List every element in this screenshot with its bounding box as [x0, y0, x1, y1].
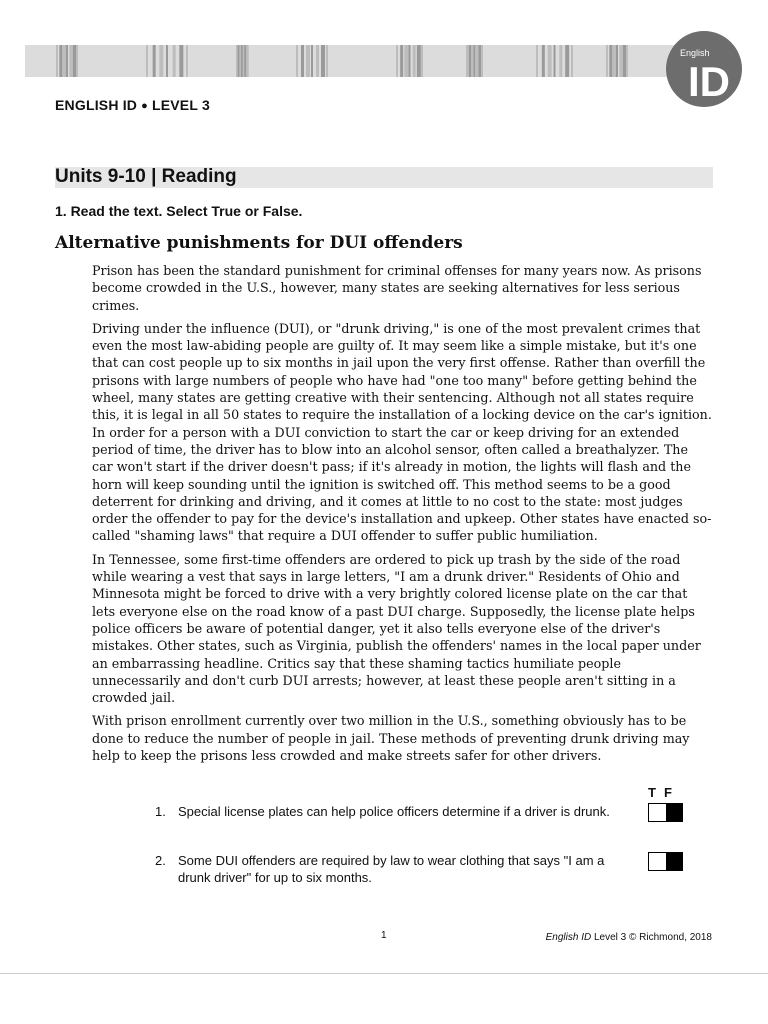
false-option[interactable] — [666, 853, 683, 870]
question-text: Some DUI offenders are required by law to wear clothing that says "I am a drunk driver" for up to six months. — [178, 853, 605, 885]
article-body — [92, 262, 712, 770]
logo-big-text: ID — [688, 58, 730, 105]
question-item — [155, 852, 635, 886]
paragraph: Prison has been the standard punishment for criminal offenses for many years now. As prisons become crowded in the U.S., however, many states are seeking alternatives for less serious crimes. — [92, 263, 702, 313]
logo-small-text: English — [680, 48, 710, 58]
question-number: 1. — [155, 804, 166, 819]
question-item — [155, 803, 635, 820]
footer-copyright: English ID Level 3 © Richmond, 2018 — [545, 932, 712, 943]
question-text: Special license plates can help police officers determine if a driver is drunk. — [178, 804, 610, 819]
true-false-header — [648, 785, 680, 800]
article-title: Alternative punishments for DUI offenders — [55, 233, 463, 253]
question-number: 2. — [155, 853, 166, 868]
true-false-selector[interactable] — [648, 852, 683, 871]
unit-title: Units 9-10 | Reading — [55, 166, 237, 187]
paragraph: With prison enrollment currently over two million in the U.S., something obviously has to be done to reduce the number of people in jail. These methods of preventing drunk driving may help to keep the prisons less crowded and make streets safer for other drivers. — [92, 713, 690, 764]
level-label: ENGLISH ID ● LEVEL 3 — [55, 97, 210, 113]
true-option[interactable] — [649, 804, 666, 821]
exercise-instruction: 1. Read the text. Select True or False. — [55, 203, 303, 219]
paragraph: In Tennessee, some first-time offenders are ordered to pick up trash by the side of the road while wearing a vest that says in large letters, "I am a drunk driver." Residents of Ohio and Minnesota might be forced to drive with a very brightly colored license plate on the car that lets everyone else on the road know of a past DUI charge. Supposedly, the license plate helps police officers be aware of potential danger, yet it also tells everyone else of the driver's mistakes. Other states, such as Virginia, publish the offenders' names in the local paper under an embarrassing headline. Critics say that these shaming tactics humiliate people unnecessarily and don't curb DUI arrests; however, at least these people aren't sitting in a crowded jail. — [92, 551, 701, 706]
false-column-label: F — [664, 785, 672, 800]
header-banner — [0, 0, 768, 110]
false-option[interactable] — [666, 804, 683, 821]
true-false-selector[interactable] — [648, 803, 683, 822]
true-column-label: T — [648, 785, 656, 800]
footer-divider — [0, 973, 768, 974]
true-option[interactable] — [649, 853, 666, 870]
paragraph: Driving under the influence (DUI), or "drunk driving," is one of the most prevalent crimes that even the most law-abiding people are guilty of. It may seem like a simple mistake, but it's one that can cost people up to six months in jail upon the very first offense. Rather than overfill the prisons with large numbers of people who have had "one too many" before getting behind the wheel, many states are getting creative with their sentencing. Although not all states require this, it is legal in all 50 states to require the installation of a locking device on the car's ignition. In order for a person with a DUI conviction to start the car or keep driving for an extended period of time, the driver has to blow into an alcohol sensor, often called a breathalyzer. The car won't start if the driver doesn't pass; if it's already in motion, the lights will flash and the horn will keep sounding until the ignition is switched off. This method seems to be a good deterrent for drinking and driving, and it comes at little to no cost to the state: most judges order the offender to pay for the device's installation and upkeep. Other states have enacted so-called "shaming laws" that require a DUI offender to suffer public humiliation. — [92, 320, 712, 544]
page-number: 1 — [381, 930, 387, 941]
